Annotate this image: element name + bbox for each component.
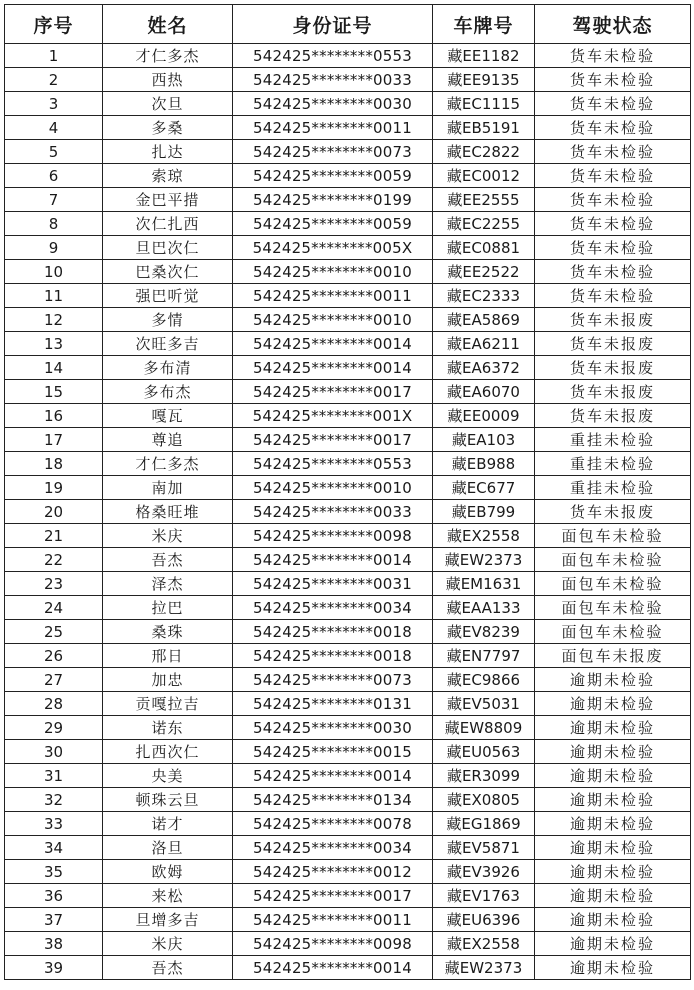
- table-row: [5, 140, 691, 164]
- table-row: [5, 956, 691, 980]
- table-row: [5, 644, 691, 668]
- cell-serial-number: 33: [5, 812, 103, 836]
- cell-plate-number: 藏EE2555: [433, 188, 535, 212]
- cell-name: 巴桑次仁: [103, 260, 233, 284]
- table-row: [5, 92, 691, 116]
- cell-name: 多布杰: [103, 380, 233, 404]
- cell-name: 旦巴次仁: [103, 236, 233, 260]
- cell-name: 西热: [103, 68, 233, 92]
- table-row: [5, 716, 691, 740]
- cell-driving-status: 面包车未检验: [535, 548, 691, 572]
- cell-serial-number: 6: [5, 164, 103, 188]
- table-row: [5, 284, 691, 308]
- cell-plate-number: 藏EC677: [433, 476, 535, 500]
- cell-plate-number: 藏EG1869: [433, 812, 535, 836]
- cell-id-number: 542425********0033: [233, 68, 433, 92]
- cell-serial-number: 3: [5, 92, 103, 116]
- table-row: [5, 932, 691, 956]
- cell-plate-number: 藏EB5191: [433, 116, 535, 140]
- cell-driving-status: 逾期未检验: [535, 788, 691, 812]
- table-row: [5, 260, 691, 284]
- table-row: [5, 764, 691, 788]
- cell-id-number: 542425********0017: [233, 428, 433, 452]
- cell-name: 诺才: [103, 812, 233, 836]
- header-serial-number: 序号: [5, 5, 103, 44]
- cell-driving-status: 逾期未检验: [535, 836, 691, 860]
- cell-id-number: 542425********0030: [233, 716, 433, 740]
- cell-name: 金巴平措: [103, 188, 233, 212]
- table-row: [5, 44, 691, 68]
- cell-id-number: 542425********005X: [233, 236, 433, 260]
- cell-driving-status: 货车未检验: [535, 260, 691, 284]
- cell-serial-number: 2: [5, 68, 103, 92]
- cell-id-number: 542425********0014: [233, 956, 433, 980]
- cell-id-number: 542425********0011: [233, 284, 433, 308]
- cell-driving-status: 重挂未检验: [535, 428, 691, 452]
- cell-plate-number: 藏EU6396: [433, 908, 535, 932]
- cell-driving-status: 逾期未检验: [535, 716, 691, 740]
- cell-driving-status: 逾期未检验: [535, 908, 691, 932]
- cell-serial-number: 31: [5, 764, 103, 788]
- cell-plate-number: 藏EC0881: [433, 236, 535, 260]
- header-id-number: 身份证号: [233, 5, 433, 44]
- table-row: [5, 788, 691, 812]
- cell-name: 拉巴: [103, 596, 233, 620]
- table-row: [5, 164, 691, 188]
- cell-plate-number: 藏EC2333: [433, 284, 535, 308]
- cell-driving-status: 逾期未检验: [535, 812, 691, 836]
- cell-id-number: 542425********0073: [233, 140, 433, 164]
- cell-driving-status: 货车未报废: [535, 308, 691, 332]
- table-row: [5, 572, 691, 596]
- cell-serial-number: 29: [5, 716, 103, 740]
- cell-serial-number: 16: [5, 404, 103, 428]
- cell-id-number: 542425********0018: [233, 644, 433, 668]
- table-row: [5, 428, 691, 452]
- cell-name: 才仁多杰: [103, 452, 233, 476]
- cell-id-number: 542425********0011: [233, 116, 433, 140]
- cell-plate-number: 藏EC1115: [433, 92, 535, 116]
- cell-id-number: 542425********0059: [233, 164, 433, 188]
- cell-id-number: 542425********0014: [233, 356, 433, 380]
- cell-plate-number: 藏EV5871: [433, 836, 535, 860]
- table-row: [5, 836, 691, 860]
- cell-id-number: 542425********0017: [233, 884, 433, 908]
- cell-plate-number: 藏EX0805: [433, 788, 535, 812]
- cell-serial-number: 26: [5, 644, 103, 668]
- cell-serial-number: 36: [5, 884, 103, 908]
- cell-name: 索琼: [103, 164, 233, 188]
- cell-serial-number: 24: [5, 596, 103, 620]
- cell-id-number: 542425********0073: [233, 668, 433, 692]
- cell-id-number: 542425********0098: [233, 932, 433, 956]
- cell-driving-status: 货车未报废: [535, 356, 691, 380]
- cell-serial-number: 7: [5, 188, 103, 212]
- cell-name: 格桑旺堆: [103, 500, 233, 524]
- cell-name: 南加: [103, 476, 233, 500]
- cell-plate-number: 藏EW8809: [433, 716, 535, 740]
- cell-name: 多情: [103, 308, 233, 332]
- table-header-row: [5, 5, 691, 44]
- cell-name: 次仁扎西: [103, 212, 233, 236]
- table-row: [5, 332, 691, 356]
- cell-name: 欧姆: [103, 860, 233, 884]
- cell-driving-status: 货车未检验: [535, 164, 691, 188]
- cell-serial-number: 1: [5, 44, 103, 68]
- cell-serial-number: 18: [5, 452, 103, 476]
- cell-id-number: 542425********0078: [233, 812, 433, 836]
- cell-plate-number: 藏EE9135: [433, 68, 535, 92]
- cell-driving-status: 货车未检验: [535, 44, 691, 68]
- cell-name: 泽杰: [103, 572, 233, 596]
- cell-serial-number: 17: [5, 428, 103, 452]
- cell-driving-status: 货车未报废: [535, 332, 691, 356]
- table-row: [5, 740, 691, 764]
- cell-driving-status: 面包车未检验: [535, 620, 691, 644]
- cell-serial-number: 34: [5, 836, 103, 860]
- cell-driving-status: 逾期未检验: [535, 932, 691, 956]
- cell-serial-number: 38: [5, 932, 103, 956]
- cell-id-number: 542425********0014: [233, 332, 433, 356]
- cell-serial-number: 10: [5, 260, 103, 284]
- cell-plate-number: 藏EA6070: [433, 380, 535, 404]
- cell-plate-number: 藏EX2558: [433, 524, 535, 548]
- cell-name: 多桑: [103, 116, 233, 140]
- table-body: [5, 44, 691, 980]
- cell-driving-status: 重挂未检验: [535, 452, 691, 476]
- cell-serial-number: 9: [5, 236, 103, 260]
- table-row: [5, 860, 691, 884]
- cell-name: 吾杰: [103, 548, 233, 572]
- table-row: [5, 908, 691, 932]
- cell-serial-number: 21: [5, 524, 103, 548]
- header-name: 姓名: [103, 5, 233, 44]
- cell-plate-number: 藏EC9866: [433, 668, 535, 692]
- cell-driving-status: 逾期未检验: [535, 860, 691, 884]
- cell-id-number: 542425********001X: [233, 404, 433, 428]
- cell-name: 尊追: [103, 428, 233, 452]
- cell-plate-number: 藏EM1631: [433, 572, 535, 596]
- cell-plate-number: 藏EA6372: [433, 356, 535, 380]
- cell-name: 扎达: [103, 140, 233, 164]
- cell-id-number: 542425********0015: [233, 740, 433, 764]
- table-row: [5, 692, 691, 716]
- header-plate-number: 车牌号: [433, 5, 535, 44]
- cell-id-number: 542425********0031: [233, 572, 433, 596]
- cell-name: 米庆: [103, 932, 233, 956]
- cell-id-number: 542425********0030: [233, 92, 433, 116]
- cell-driving-status: 货车未检验: [535, 140, 691, 164]
- cell-plate-number: 藏EC2255: [433, 212, 535, 236]
- cell-plate-number: 藏EA5869: [433, 308, 535, 332]
- table-row: [5, 476, 691, 500]
- cell-name: 来松: [103, 884, 233, 908]
- cell-name: 加忠: [103, 668, 233, 692]
- cell-plate-number: 藏ER3099: [433, 764, 535, 788]
- cell-driving-status: 货车未报废: [535, 380, 691, 404]
- header-driving-status: 驾驶状态: [535, 5, 691, 44]
- cell-plate-number: 藏EB988: [433, 452, 535, 476]
- cell-serial-number: 39: [5, 956, 103, 980]
- cell-driving-status: 货车未报废: [535, 404, 691, 428]
- cell-driving-status: 货车未检验: [535, 116, 691, 140]
- cell-id-number: 542425********0014: [233, 764, 433, 788]
- table-row: [5, 308, 691, 332]
- cell-plate-number: 藏EV3926: [433, 860, 535, 884]
- cell-id-number: 542425********0134: [233, 788, 433, 812]
- cell-id-number: 542425********0012: [233, 860, 433, 884]
- table-row: [5, 884, 691, 908]
- cell-plate-number: 藏EA6211: [433, 332, 535, 356]
- table-row: [5, 236, 691, 260]
- table-row: [5, 188, 691, 212]
- cell-plate-number: 藏EB799: [433, 500, 535, 524]
- cell-plate-number: 藏EV5031: [433, 692, 535, 716]
- table-row: [5, 500, 691, 524]
- cell-id-number: 542425********0034: [233, 836, 433, 860]
- cell-plate-number: 藏EE2522: [433, 260, 535, 284]
- cell-name: 吾杰: [103, 956, 233, 980]
- cell-driving-status: 货车未检验: [535, 188, 691, 212]
- cell-id-number: 542425********0553: [233, 44, 433, 68]
- cell-serial-number: 32: [5, 788, 103, 812]
- cell-plate-number: 藏EW2373: [433, 956, 535, 980]
- cell-driving-status: 货车未检验: [535, 68, 691, 92]
- table-row: [5, 380, 691, 404]
- cell-id-number: 542425********0010: [233, 308, 433, 332]
- cell-name: 洛旦: [103, 836, 233, 860]
- cell-plate-number: 藏EA103: [433, 428, 535, 452]
- cell-id-number: 542425********0018: [233, 620, 433, 644]
- cell-serial-number: 22: [5, 548, 103, 572]
- cell-driving-status: 货车未检验: [535, 284, 691, 308]
- table-row: [5, 452, 691, 476]
- table-row: [5, 116, 691, 140]
- cell-driving-status: 面包车未检验: [535, 596, 691, 620]
- cell-plate-number: 藏EAA133: [433, 596, 535, 620]
- cell-serial-number: 20: [5, 500, 103, 524]
- cell-driving-status: 逾期未检验: [535, 740, 691, 764]
- cell-name: 旦增多吉: [103, 908, 233, 932]
- cell-plate-number: 藏EU0563: [433, 740, 535, 764]
- cell-id-number: 542425********0010: [233, 260, 433, 284]
- cell-driving-status: 逾期未检验: [535, 764, 691, 788]
- cell-name: 贡嘎拉吉: [103, 692, 233, 716]
- cell-serial-number: 8: [5, 212, 103, 236]
- cell-driving-status: 重挂未检验: [535, 476, 691, 500]
- cell-serial-number: 12: [5, 308, 103, 332]
- cell-name: 次旺多吉: [103, 332, 233, 356]
- driver-status-table: [4, 4, 691, 980]
- cell-driving-status: 货车未报废: [535, 500, 691, 524]
- cell-plate-number: 藏EN7797: [433, 644, 535, 668]
- cell-name: 次旦: [103, 92, 233, 116]
- cell-driving-status: 面包车未报废: [535, 644, 691, 668]
- cell-plate-number: 藏EC0012: [433, 164, 535, 188]
- cell-name: 央美: [103, 764, 233, 788]
- cell-serial-number: 25: [5, 620, 103, 644]
- cell-id-number: 542425********0199: [233, 188, 433, 212]
- cell-name: 桑珠: [103, 620, 233, 644]
- cell-id-number: 542425********0017: [233, 380, 433, 404]
- cell-serial-number: 11: [5, 284, 103, 308]
- cell-serial-number: 35: [5, 860, 103, 884]
- cell-id-number: 542425********0098: [233, 524, 433, 548]
- table-row: [5, 356, 691, 380]
- cell-serial-number: 19: [5, 476, 103, 500]
- cell-id-number: 542425********0011: [233, 908, 433, 932]
- cell-id-number: 542425********0033: [233, 500, 433, 524]
- cell-name: 顿珠云旦: [103, 788, 233, 812]
- table-row: [5, 212, 691, 236]
- cell-name: 多布清: [103, 356, 233, 380]
- cell-serial-number: 30: [5, 740, 103, 764]
- cell-plate-number: 藏EE1182: [433, 44, 535, 68]
- cell-plate-number: 藏EX2558: [433, 932, 535, 956]
- cell-plate-number: 藏EE0009: [433, 404, 535, 428]
- table-row: [5, 620, 691, 644]
- cell-driving-status: 面包车未检验: [535, 572, 691, 596]
- table-row: [5, 668, 691, 692]
- cell-serial-number: 37: [5, 908, 103, 932]
- cell-serial-number: 23: [5, 572, 103, 596]
- cell-name: 强巴听觉: [103, 284, 233, 308]
- cell-id-number: 542425********0553: [233, 452, 433, 476]
- table-row: [5, 404, 691, 428]
- cell-id-number: 542425********0131: [233, 692, 433, 716]
- table-row: [5, 524, 691, 548]
- cell-name: 米庆: [103, 524, 233, 548]
- cell-serial-number: 14: [5, 356, 103, 380]
- cell-name: 邢日: [103, 644, 233, 668]
- cell-name: 嘎瓦: [103, 404, 233, 428]
- cell-plate-number: 藏EC2822: [433, 140, 535, 164]
- table-row: [5, 548, 691, 572]
- cell-id-number: 542425********0014: [233, 548, 433, 572]
- cell-driving-status: 货车未检验: [535, 92, 691, 116]
- cell-serial-number: 28: [5, 692, 103, 716]
- cell-name: 才仁多杰: [103, 44, 233, 68]
- cell-driving-status: 逾期未检验: [535, 884, 691, 908]
- cell-serial-number: 27: [5, 668, 103, 692]
- cell-plate-number: 藏EW2373: [433, 548, 535, 572]
- cell-plate-number: 藏EV1763: [433, 884, 535, 908]
- cell-driving-status: 货车未检验: [535, 212, 691, 236]
- cell-name: 扎西次仁: [103, 740, 233, 764]
- cell-serial-number: 13: [5, 332, 103, 356]
- cell-driving-status: 逾期未检验: [535, 956, 691, 980]
- table-row: [5, 812, 691, 836]
- cell-serial-number: 15: [5, 380, 103, 404]
- cell-name: 诺东: [103, 716, 233, 740]
- cell-driving-status: 逾期未检验: [535, 692, 691, 716]
- cell-driving-status: 货车未检验: [535, 236, 691, 260]
- cell-id-number: 542425********0034: [233, 596, 433, 620]
- cell-id-number: 542425********0010: [233, 476, 433, 500]
- cell-driving-status: 面包车未检验: [535, 524, 691, 548]
- cell-serial-number: 5: [5, 140, 103, 164]
- table-row: [5, 68, 691, 92]
- cell-id-number: 542425********0059: [233, 212, 433, 236]
- cell-driving-status: 逾期未检验: [535, 668, 691, 692]
- cell-serial-number: 4: [5, 116, 103, 140]
- table-row: [5, 596, 691, 620]
- cell-plate-number: 藏EV8239: [433, 620, 535, 644]
